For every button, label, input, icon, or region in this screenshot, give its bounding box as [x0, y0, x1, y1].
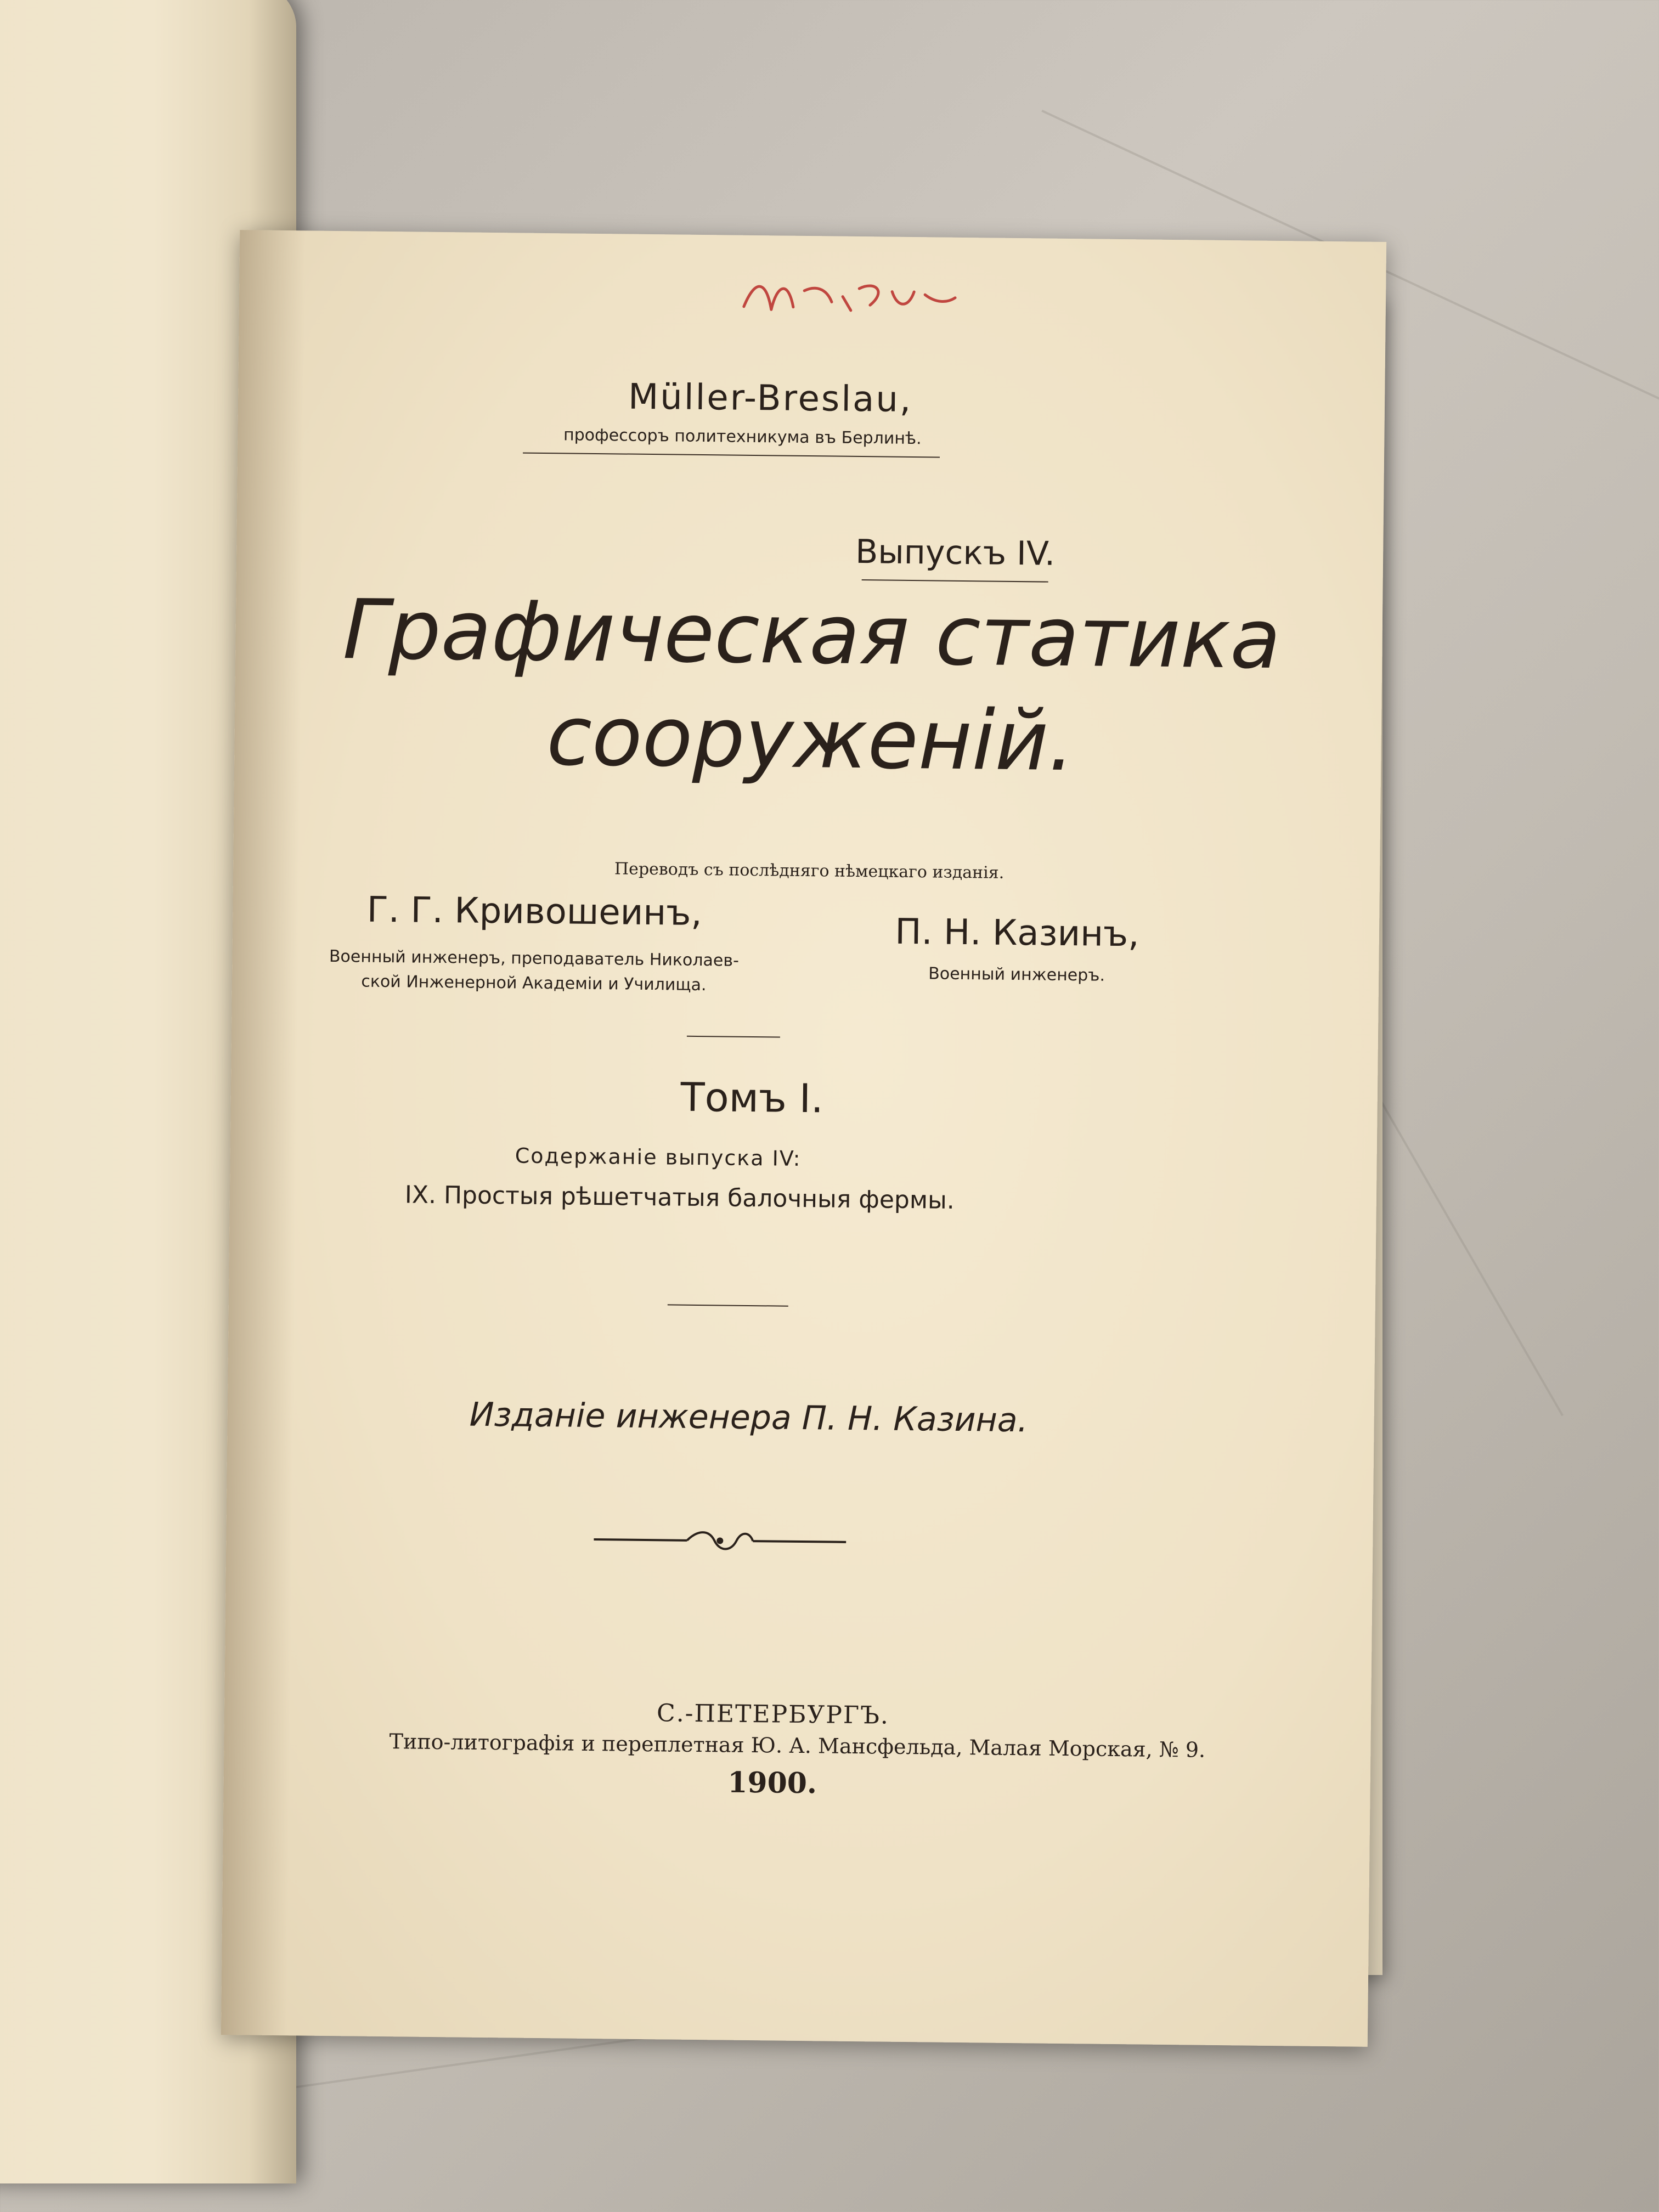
author-name: Müller-Breslau, [628, 376, 913, 420]
translator1-role-line2: ской Инженерной Академіи и Училища. [361, 972, 707, 995]
separator-rule [668, 1304, 788, 1306]
contents-item: IX. Простыя рѣшетчатыя балочныя фермы. [404, 1181, 955, 1215]
main-title-line2: сооруженій. [546, 689, 1075, 790]
author-underline [523, 453, 940, 458]
issue-label: Выпускъ IV. [855, 532, 1056, 573]
separator-rule [687, 1036, 780, 1038]
year: 1900. [727, 1765, 817, 1801]
publisher-edition: Изданіе инженера П. Н. Казина. [469, 1395, 1029, 1440]
translator1-role-line1: Военный инженеръ, преподаватель Николаев- [329, 946, 740, 970]
decorative-ornament [594, 1523, 847, 1559]
translation-note: Переводъ съ послѣдняго нѣмецкаго изданія. [614, 859, 1005, 883]
title-page [221, 230, 1386, 2047]
issue-underline [862, 579, 1048, 583]
translator2-role: Военный инженеръ. [928, 964, 1105, 985]
handwritten-signature [732, 257, 963, 336]
author-position: профессоръ политехникума въ Берлинѣ. [563, 425, 922, 449]
contents-heading: Содержаніе выпуска IV: [515, 1143, 802, 1171]
printer-info: Типо-литографія и переплетная Ю. А. Мансфельда, Малая Морская, № 9. [389, 1729, 1206, 1762]
city: С.-ПЕТЕРБУРГЪ. [656, 1699, 890, 1730]
main-title-line1: Графическая статика [342, 582, 1282, 688]
translator2-name: П. Н. Казинъ, [894, 911, 1139, 955]
volume-label: Томъ I. [680, 1074, 824, 1122]
translator1-name: Г. Г. Кривошеинъ, [366, 889, 703, 934]
